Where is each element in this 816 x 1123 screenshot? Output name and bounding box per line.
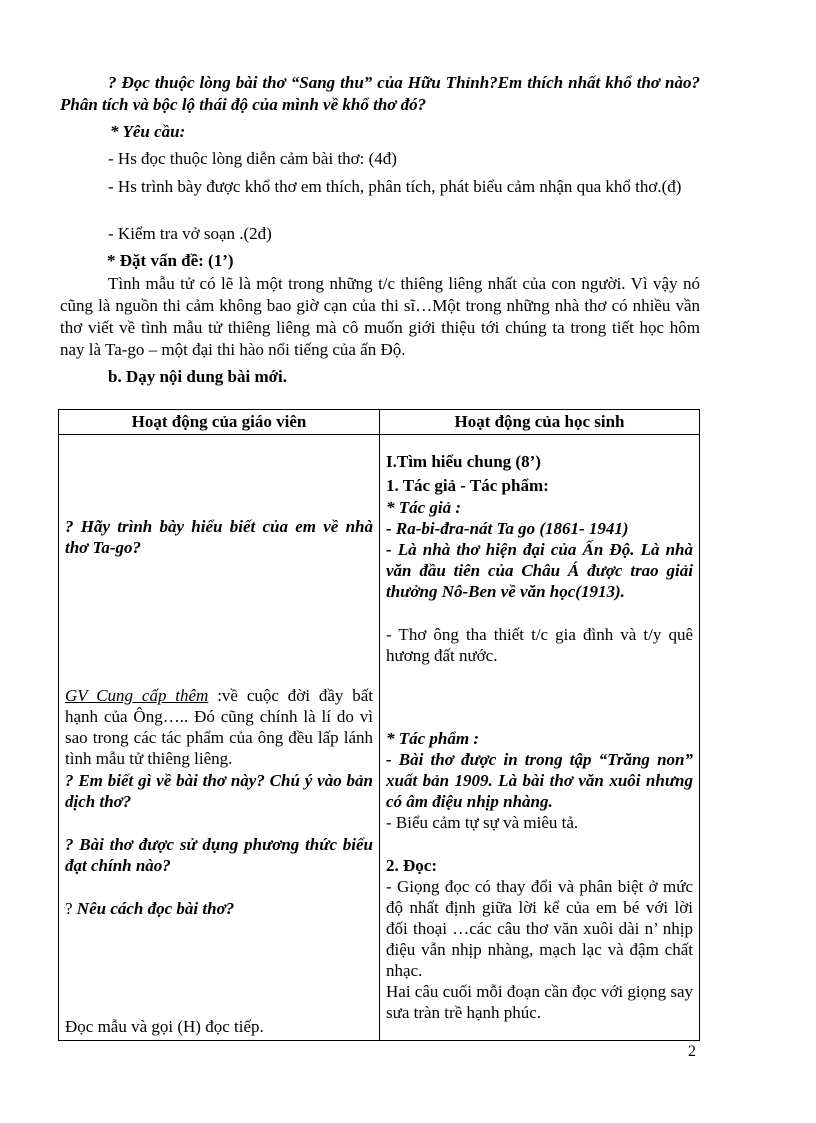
requirements-title: * Yêu cầu: bbox=[110, 122, 186, 141]
homework-question: ? Đọc thuộc lòng bài thơ “Sang thu” của Hữu Thỉnh?Em thích nhất khổ thơ nào? Phân tích và bộc lộ thái độ của mình về khổ thơ đó? bbox=[60, 73, 700, 114]
header-teacher: Hoạt động của giáo viên bbox=[59, 410, 380, 435]
intro-text: Tình mẫu tử có lẽ là một trong những t/c thiêng liêng nhất của con người. Vì vậy nó cũng là nguồn thi cảm không bao giờ cạn của thi sĩ…Một trong những nhà thơ có nhiều vần thơ viết về tình mẫu tử thiêng liêng mà cô muốn giới thiệu tới chúng ta trong tiết học hôm nay là Ta-go – một đại thi hào nổi tiếng của ấn Độ. bbox=[60, 274, 700, 359]
requirement-1: - Hs đọc thuộc lòng diễn cảm bài thơ: (4đ) bbox=[108, 149, 397, 168]
question-poem: ? Em biết gì về bài thơ này? Chú ý vào bản dịch thơ? bbox=[65, 771, 373, 811]
author-work-title: 1. Tác giả - Tác phẩm: bbox=[386, 476, 549, 495]
author-name: - Ra-bi-đra-nát Ta go (1861- 1941) bbox=[386, 519, 629, 538]
gv-label: GV Cung cấp thêm bbox=[65, 686, 209, 705]
work-label: * Tác phẩm : bbox=[386, 729, 480, 748]
question-expression: ? Bài thơ được sử dụng phương thức biểu đạt chính nào? bbox=[65, 835, 373, 875]
author-info: - Là nhà thơ hiện đại của Ấn Độ. Là nhà văn đầu tiên của Châu Á được trao giải thưởng Nô-Ben về văn học(1913). bbox=[386, 540, 693, 601]
student-column bbox=[380, 435, 700, 1041]
intro-title: * Đặt vấn đề: (1’) bbox=[107, 251, 234, 270]
teacher-note bbox=[65, 685, 373, 769]
reading-guide: - Giọng đọc có thay đổi và phân biệt ở mức độ nhất định giữa lời kể của em bé với lời đối thoại …các câu thơ văn xuôi dài n’ nhịp điệu vẫn nhịp nhàng, mạch lạc và đậm chất nhạc. bbox=[386, 877, 693, 980]
lesson-table bbox=[58, 409, 700, 1041]
gv-text: :về cuộc đời đầy bất hạnh của Ông….. Đó cũng chính là lí do vì sao trong các tác phẩm của ông đều lấp lánh tình mẫu tử thiêng liêng. bbox=[65, 686, 373, 768]
author-label: * Tác giả : bbox=[386, 498, 462, 517]
reading-final: Hai câu cuối mỗi đoạn cần đọc với giọng say sưa tràn trề hạnh phúc. bbox=[386, 982, 693, 1022]
teacher-last-line: Đọc mẫu và gọi (H) đọc tiếp. bbox=[65, 1017, 264, 1036]
question-author: ? Hãy trình bày hiểu biết của em về nhà thơ Ta-go? bbox=[65, 517, 373, 557]
question-reading bbox=[65, 898, 373, 919]
question-reading-text: Nêu cách đọc bài thơ? bbox=[76, 899, 235, 918]
section-b-title: b. Dạy nội dung bài mới. bbox=[108, 367, 287, 386]
requirement-2: - Hs trình bày được khổ thơ em thích, phân tích, phát biểu cảm nhận qua khổ thơ.(đ) bbox=[108, 177, 682, 196]
expression-answer: - Biểu cảm tự sự và miêu tả. bbox=[386, 813, 579, 832]
work-info: - Bài thơ được in trong tập “Trăng non” xuất bản 1909. Là bài thơ văn xuôi nhưng có âm điệu nhịp nhàng. bbox=[386, 750, 693, 811]
author-poetry: - Thơ ông tha thiết t/c gia đình và t/y quê hương đất nước. bbox=[386, 625, 693, 665]
requirement-3: - Kiểm tra vở soạn .(2đ) bbox=[108, 224, 272, 243]
page-number: 2 bbox=[688, 1043, 696, 1060]
teacher-column bbox=[59, 435, 380, 1041]
header-student: Hoạt động của học sinh bbox=[380, 410, 700, 435]
reading-title: 2. Đọc: bbox=[386, 856, 437, 875]
question-mark: ? bbox=[65, 899, 77, 918]
general-title: I.Tìm hiểu chung (8’) bbox=[386, 452, 541, 471]
